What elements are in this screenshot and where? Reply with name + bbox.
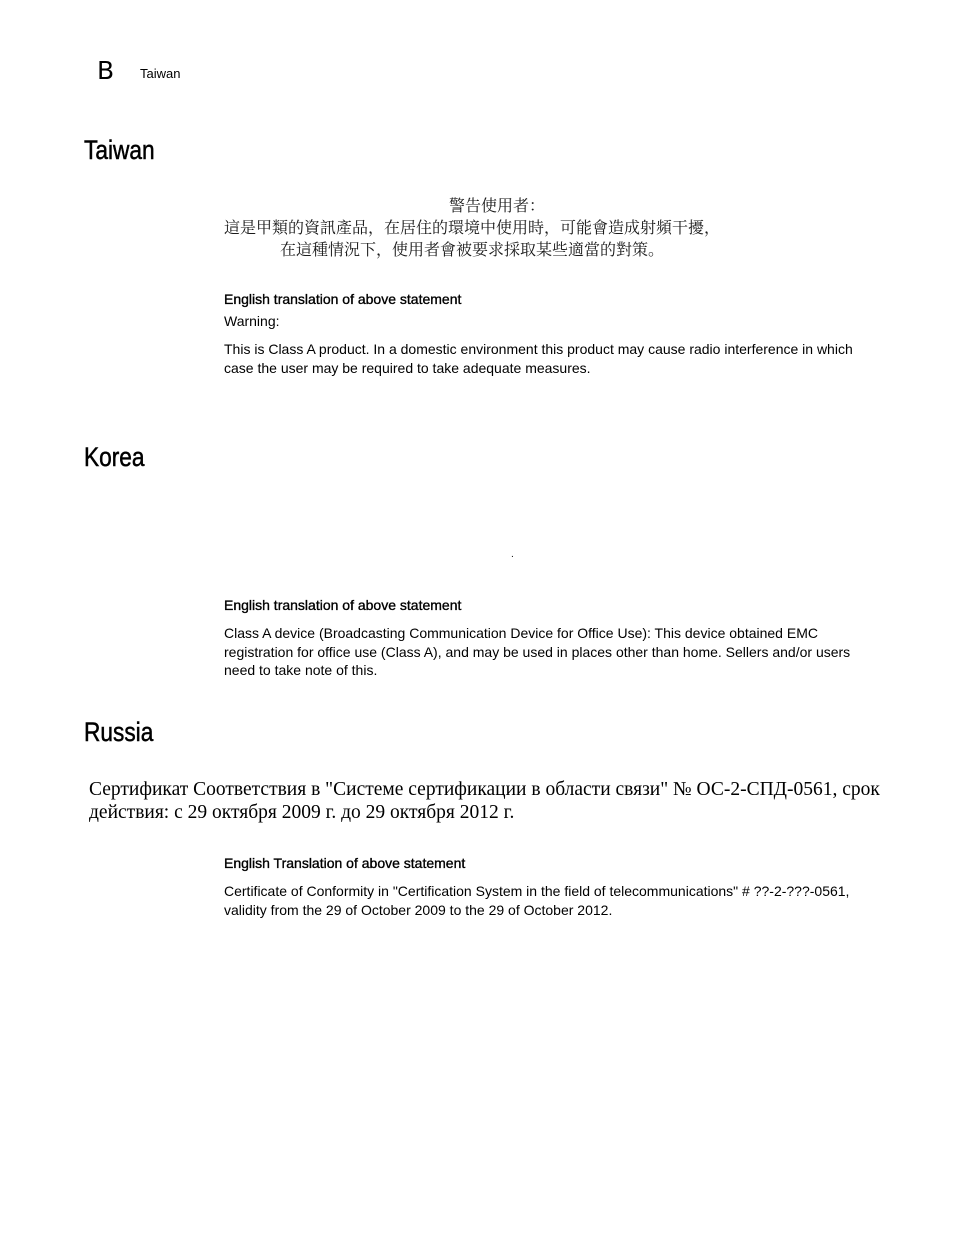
taiwan-translation-subheading: English translation of above statement [224, 291, 462, 307]
korea-translation-body: Class A device (Broadcasting Communication Device for Office Use): This device obtained EMC registration for office use (Class A), and may be used in places other than home. Sellers and/or users need to take note of this. [224, 625, 851, 678]
taiwan-chinese-statement [224, 195, 784, 261]
appendix-letter: B [97, 56, 115, 85]
taiwan-chinese-line-3: 在這種情況下，使用者會被要求採取某些適當的對策。 [280, 240, 665, 259]
taiwan-chinese-line-2: 這是甲類的資訊產品，在居住的環境中使用時，可能會造成射頻干擾， [224, 218, 721, 237]
korea-translation-subheading: English translation of above statement [224, 597, 462, 613]
section-heading-russia: Russia [84, 717, 154, 747]
russia-translation-body: Certificate of Conformity in "Certification System in the field of telecommunications" # ??-2-???-0561, validity from the 29 of October 2009 to the 29 of October 2012. [224, 883, 850, 918]
russia-russian-statement: Сертификат Соответствия в "Системе сертификации в области связи" № ОС-2-СПД-0561, срок действия: с 29 октября 2009 г. до 29 октября 2012 г. [89, 779, 880, 823]
running-header-title: Taiwan [140, 66, 181, 81]
taiwan-translation-body: This is Class A product. In a domestic environment this product may cause radio interference in which case the user may be required to take adequate measures. [224, 341, 853, 376]
russia-translation-subheading: English Translation of above statement [224, 855, 466, 871]
section-heading-korea: Korea [84, 442, 145, 472]
taiwan-chinese-line-1: 警告使用者： [449, 196, 546, 215]
korea-statement-mark: . [511, 549, 514, 560]
taiwan-warning-label: Warning: [224, 313, 280, 329]
section-heading-taiwan: Taiwan [84, 135, 155, 165]
